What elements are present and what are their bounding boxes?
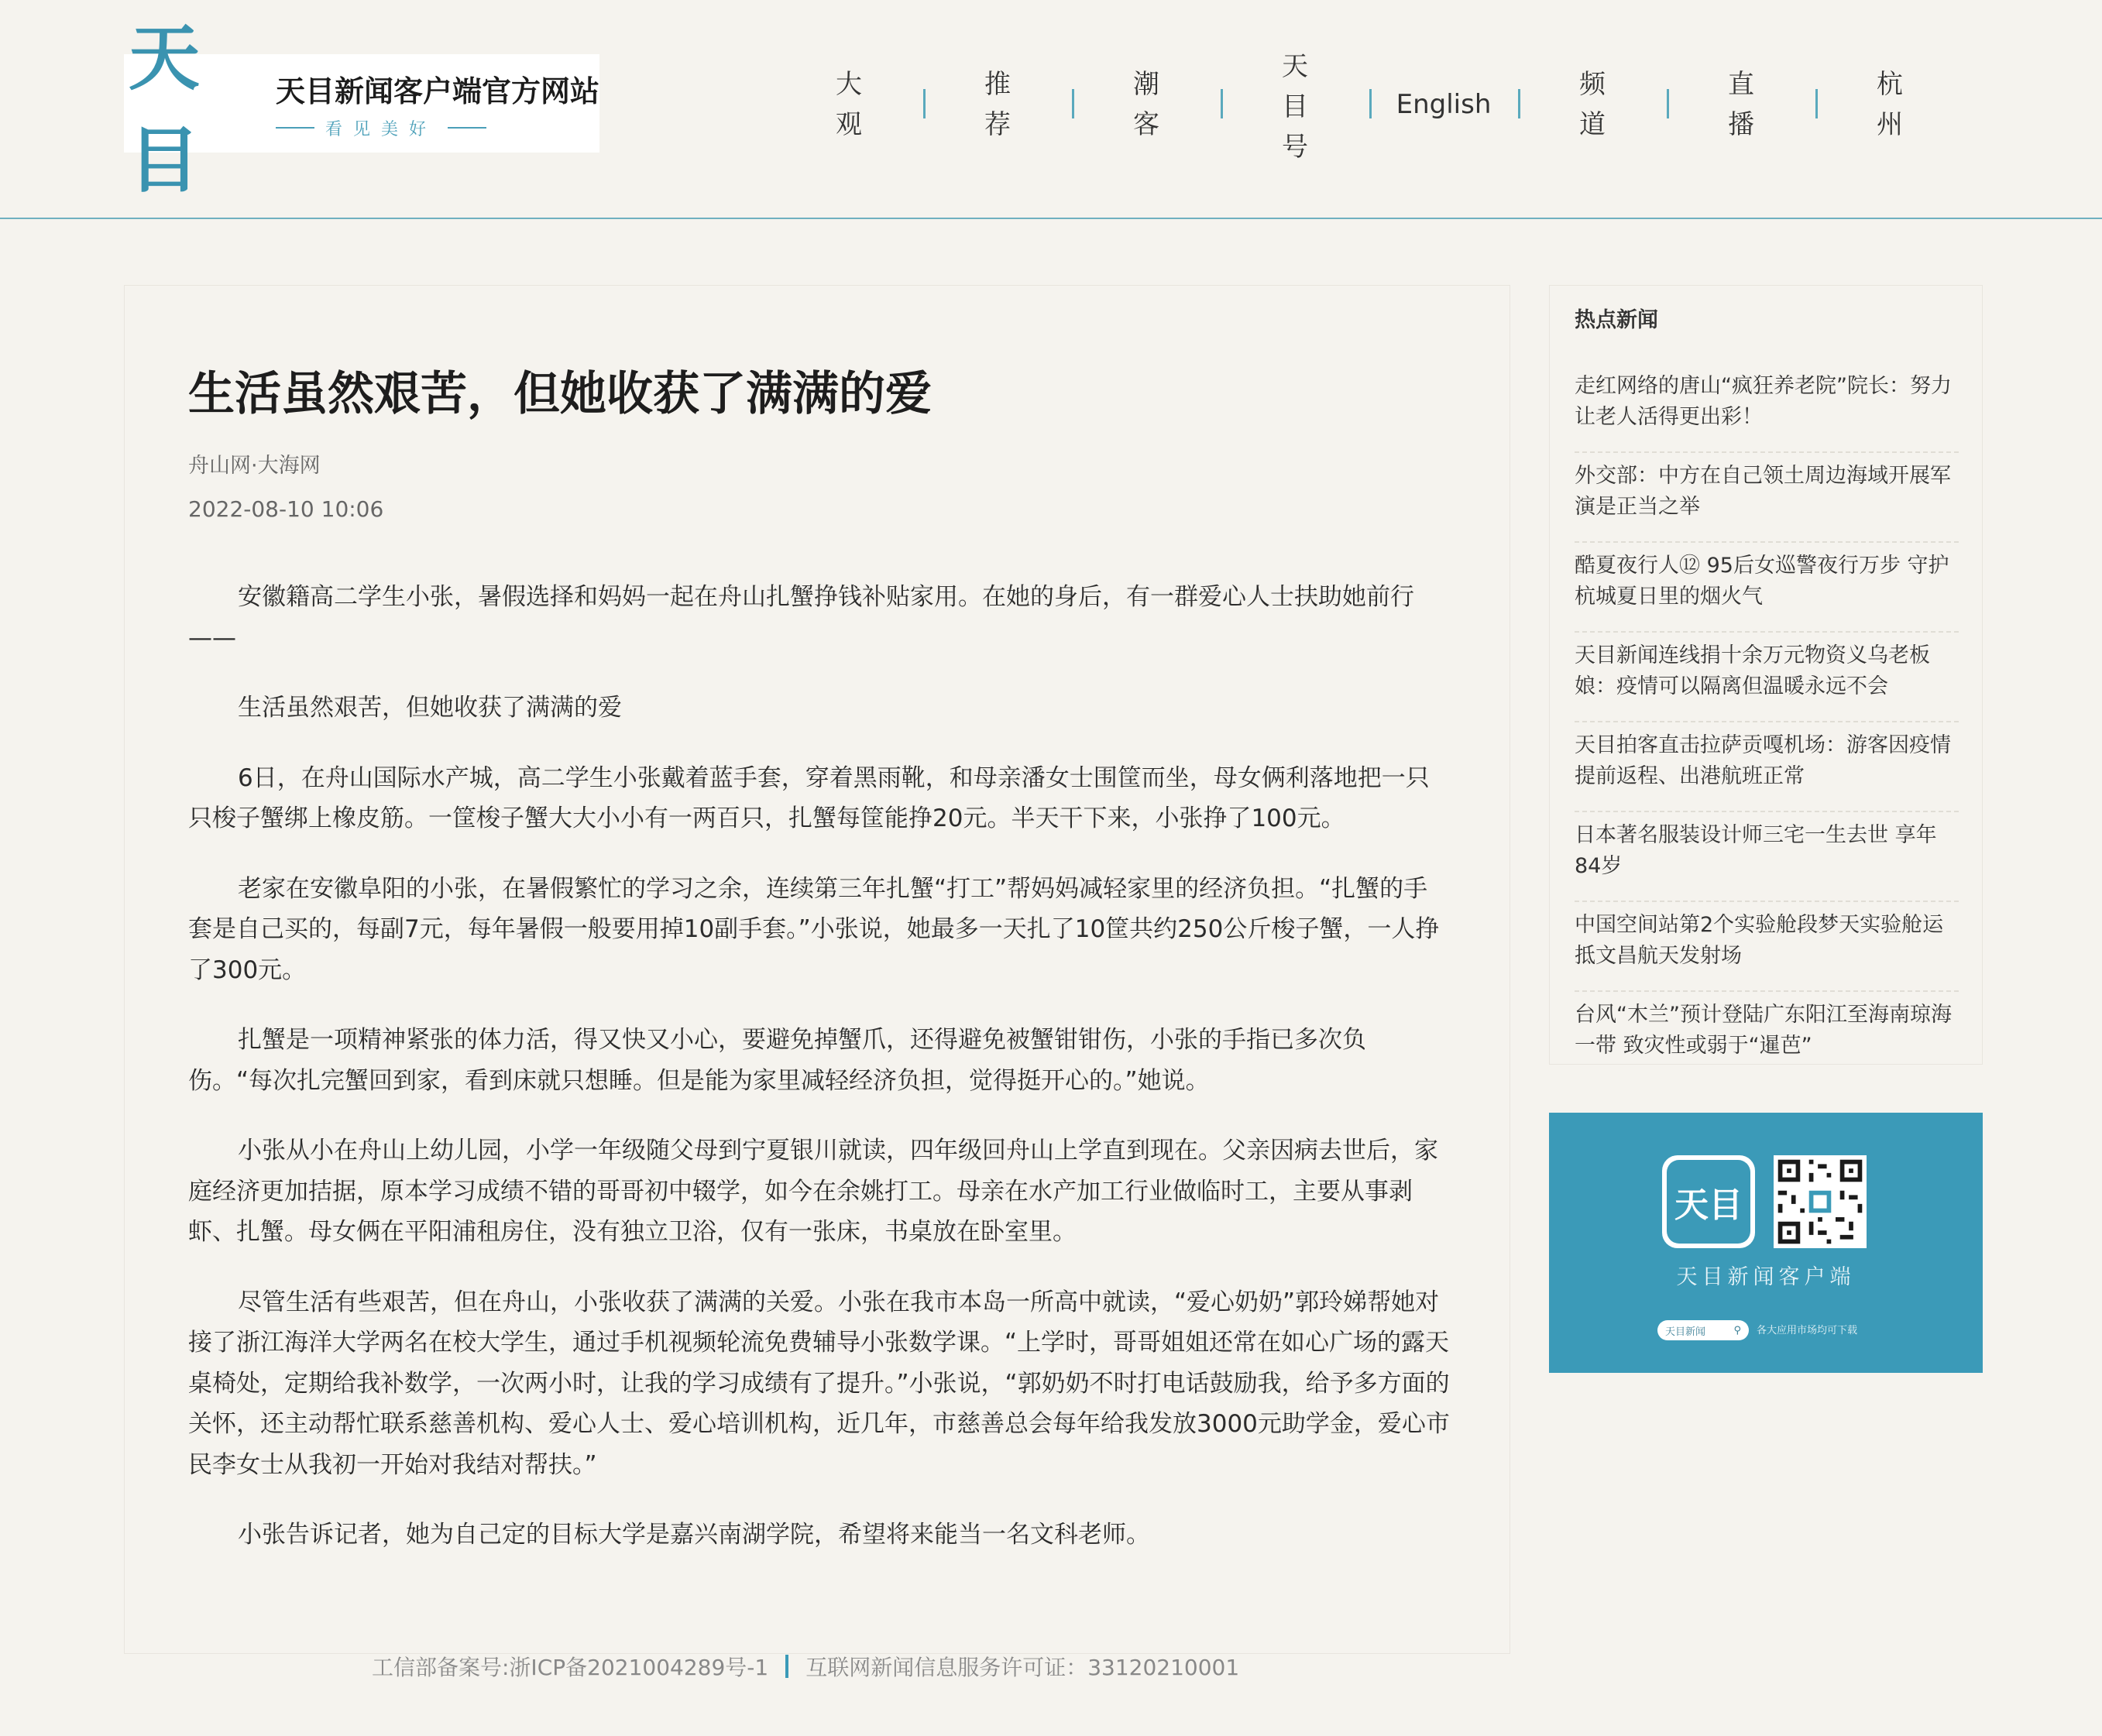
- nav-item-channels[interactable]: [1518, 46, 1667, 163]
- qr-code-icon: [1774, 1155, 1867, 1248]
- main-nav: [775, 46, 1964, 170]
- hot-news-title: 热点新闻: [1575, 308, 1658, 332]
- nav-label: 直播: [1728, 69, 1754, 140]
- article-paragraph: 生活虽然艰苦，但她收获了满满的爱: [238, 694, 622, 722]
- slogan-text: 看见美好: [325, 119, 437, 139]
- hot-news-item[interactable]: 外交部：中方在自己领土周边海域开展军演是正当之举: [1575, 453, 1959, 543]
- site-footer: [372, 1651, 1239, 1682]
- nav-label: English: [1396, 89, 1492, 120]
- slogan-dash-left: [276, 127, 314, 129]
- nav-item-chaoke[interactable]: [1072, 46, 1221, 163]
- article-source: 舟山网·大海网: [188, 454, 321, 478]
- hot-news-list: [1575, 363, 1959, 1082]
- nav-label: 杭州: [1877, 69, 1903, 140]
- app-icon: [1662, 1155, 1755, 1248]
- nav-label: 天目号: [1282, 51, 1308, 163]
- article-date: 2022-08-10 10:06: [188, 496, 384, 522]
- logo-slogan: [276, 116, 599, 140]
- hot-news-item[interactable]: 天目新闻连线捐十余万元物资义乌老板娘：疫情可以隔离但温暖永远不会: [1575, 633, 1959, 722]
- article-paragraph: 尽管生活有些艰苦，但在舟山，小张收获了满满的关爱。小张在我市本岛一所高中就读，“爱心奶奶”郭玲娣帮她对接了浙江海洋大学两名在校大学生，通过手机视频轮流免费辅导小张数学课。“上学时，哥哥姐姐还常在如心广场的露天桌椅处，定期给我补数学，一次两小时，让我的学习成绩有了提升。”小张说，“郭奶奶不时打电话鼓励我，给予多方面的关怀，还主动帮忙联系慈善机构、爱心人士、爱心培训机构，近几年，市慈善总会每年给我发放3000元助学金，爱心市民李女士从我初一开始对我结对帮扶。”: [188, 1288, 1450, 1479]
- nav-item-hangzhou[interactable]: [1815, 46, 1964, 163]
- article-title: 生活虽然艰苦，但她收获了满满的爱: [188, 367, 932, 421]
- nav-item-tianmuhao[interactable]: [1221, 46, 1369, 163]
- site-header: [0, 0, 2102, 219]
- article-paragraph: 小张告诉记者，她为自己定的目标大学是嘉兴南湖学院，希望将来能当一名文科老师。: [238, 1521, 1150, 1549]
- app-icon-text: 天目: [1667, 1160, 1750, 1244]
- app-download-text: 各大应用市场均可下载: [1757, 1325, 1858, 1336]
- app-search-box[interactable]: [1657, 1320, 1749, 1340]
- article-card: [124, 285, 1510, 1654]
- article-paragraph: 老家在安徽阜阳的小张，在暑假繁忙的学习之余，连续第三年扎蟹“打工”帮妈妈减轻家里的经济负担。“扎蟹的手套是自己买的，每副7元，每年暑假一般要用掉10副手套。”小张说，她最多一天扎了10筐共约250公斤梭子蟹，一人挣了300元。: [188, 874, 1440, 984]
- nav-item-daguan[interactable]: [775, 46, 923, 163]
- slogan-dash-right: [448, 127, 486, 129]
- footer-icp[interactable]: 工信部备案号:浙ICP备2021004289号-1: [372, 1655, 769, 1680]
- footer-license: 互联网新闻信息服务许可证：33120210001: [805, 1655, 1240, 1680]
- hot-news-item[interactable]: 日本著名服装设计师三宅一生去世 享年84岁: [1575, 812, 1959, 902]
- hot-news-item[interactable]: 酷夏夜行人⑫ 95后女巡警夜行万步 守护杭城夏日里的烟火气: [1575, 543, 1959, 633]
- app-download-banner[interactable]: [1549, 1113, 1983, 1373]
- hot-news-item[interactable]: 天目拍客直击拉萨贡嘎机场：游客因疫情提前返程、出港航班正常: [1575, 722, 1959, 812]
- nav-label: 大观: [836, 69, 862, 140]
- app-search-text: 天目新闻: [1665, 1326, 1706, 1338]
- article-body: [188, 577, 1451, 1585]
- logo-text: [276, 67, 599, 140]
- nav-label: 推荐: [984, 69, 1011, 140]
- article-paragraph: 小张从小在舟山上幼儿园，小学一年级随父母到宁夏银川就读，四年级回舟山上学直到现在。父亲因病去世后，家庭经济更加拮据，原本学习成绩不错的哥哥初中辍学，如今在余姚打工。母亲在水产加工行业做临时工，主要从事剥虾、扎蟹。母女俩在平阳浦租房住，没有独立卫浴，仅有一张床，书桌放在卧室里。: [188, 1137, 1438, 1246]
- logo-mark: 天目: [129, 15, 196, 202]
- site-logo[interactable]: [124, 15, 599, 202]
- nav-item-english[interactable]: [1369, 46, 1518, 163]
- article-paragraph: 6日，在舟山国际水产城，高二学生小张戴着蓝手套，穿着黑雨靴，和母亲潘女士围筐而坐，母女俩利落地把一只只梭子蟹绑上橡皮筋。一筐梭子蟹大大小小有一两百只，扎蟹每筐能挣20元。半天干下来，小张挣了100元。: [188, 763, 1430, 832]
- footer-divider: [785, 1655, 788, 1678]
- app-caption: 天目新闻客户端: [1676, 1265, 1856, 1289]
- hot-news-item[interactable]: 台风“木兰”预计登陆广东阳江至海南琼海一带 致灾性或弱于“暹芭”: [1575, 1003, 1952, 1058]
- hot-news-panel: [1549, 285, 1983, 1065]
- article-paragraph: 扎蟹是一项精神紧张的体力活，得又快又小心，要避免掉蟹爪，还得避免被蟹钳钳伤，小张的手指已多次负伤。“每次扎完蟹回到家，看到床就只想睡。但是能为家里减轻经济负担，觉得挺开心的。”她说。: [188, 1026, 1366, 1095]
- nav-item-live[interactable]: [1667, 46, 1815, 163]
- nav-label: 潮客: [1133, 69, 1159, 140]
- logo-title: 天目新闻客户端官方网站: [275, 73, 599, 108]
- nav-label: 频道: [1579, 69, 1606, 140]
- hot-news-item[interactable]: 走红网络的唐山“疯狂养老院”院长：努力让老人活得更出彩！: [1575, 363, 1959, 453]
- nav-item-recommend[interactable]: [923, 46, 1072, 163]
- article-paragraph: 安徽籍高二学生小张，暑假选择和妈妈一起在舟山扎蟹挣钱补贴家用。在她的身后，有一群爱心人士扶助她前行——: [188, 583, 1414, 652]
- search-icon: ⚲: [1733, 1324, 1741, 1336]
- hot-news-item[interactable]: 中国空间站第2个实验舱段梦天实验舱运抵文昌航天发射场: [1575, 902, 1959, 992]
